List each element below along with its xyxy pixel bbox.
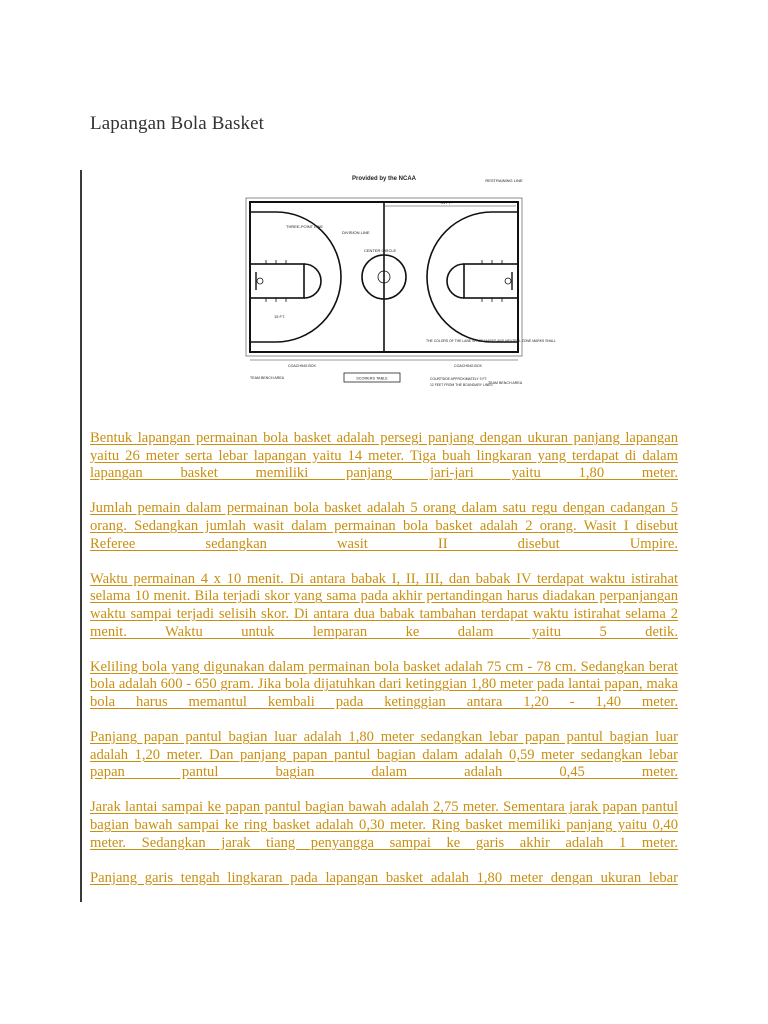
lane-color-note: THE COLORS OF THE LANE SPACE MARKS AND NEUTRAL ZONE MARKS SHALL	[426, 339, 556, 343]
paragraph-backboard-height[interactable]: Jarak lantai sampai ke papan pantul bagian bawah adalah 2,75 meter. Sementara jarak papan pantul bagian bawah sampai ke ring basket adalah 0,30 meter. Ring basket memiliki panjang yaitu 0,40 meter. Sedangkan jarak tiang penyangga sampai ke garis akhir adalah 1 meter.	[90, 799, 678, 851]
restraining-line-label: RESTRAINING LINE	[485, 178, 523, 183]
coaching-box-right: COACHING BOX	[454, 364, 482, 368]
diagram-heading: Provided by the NCAA	[351, 176, 417, 182]
paragraph-ball-specs[interactable]: Keliling bola yang digunakan dalam permainan bola basket adalah 75 cm - 78 cm. Sedangkan berat bola adalah 600 - 650 gram. Jika bola dijatuhkan dari ketinggian 1,80 meter pada lantai papan, maka bola harus memantul kembali pada ketinggian antara 1,20 - 1,40 meter.	[90, 658, 678, 710]
left-three-point-line	[250, 212, 341, 342]
boundary-note: 12 FEET FROM THE BOUNDARY LINES	[430, 383, 493, 387]
right-three-point-line	[427, 212, 518, 342]
paragraph-game-time[interactable]: Waktu permainan 4 x 10 menit. Di antara babak I, II, III, dan babak IV terdapat waktu istirahat selama 10 menit. Bila terjadi skor yang sama pada akhir pertandingan harus diadakan perpanjangan waktu sampai terjadi selisih skor. Di antara dua babak tambahan terdapat waktu istirahat selama 2 menit. Waktu untuk lemparan ke dalam yaitu 5 detik.	[90, 570, 678, 640]
article-body	[90, 430, 678, 905]
paragraph-court-shape[interactable]: Bentuk lapangan permainan bola basket adalah persegi panjang dengan ukuran panjang lapangan yaitu 26 meter serta lebar lapangan yaitu 14 meter. Tiga buah lingkaran yang terdapat di dalam lapangan basket memiliki panjang jari-jari yaitu 1,80 meter.	[90, 430, 678, 482]
team-bench-left: TEAM BENCH AREA	[250, 376, 285, 380]
coaching-box-note: COURTSIDE APPROXIMATELY 3 FT.	[430, 377, 488, 381]
right-free-throw-lane	[464, 264, 518, 298]
scorers-table-label: SCORERS TABLE	[356, 376, 388, 381]
left-free-throw-lane	[250, 264, 304, 298]
paragraph-circle-line[interactable]: Panjang garis tengah lingkaran pada lapangan basket adalah 1,80 meter dengan ukuran lebar	[90, 869, 678, 886]
paragraph-backboard-size[interactable]: Panjang papan pantul bagian luar adalah 1,80 meter sedangkan lebar papan pantul bagian luar adalah 1,20 meter. Dan panjang papan pantul bagian dalam adalah 0,59 meter sedangkan lebar papan pantul bagian dalam adalah 0,45 meter.	[90, 729, 678, 781]
free-throw-label: 15 FT.	[274, 314, 286, 319]
team-bench-right: TEAM BENCH AREA	[488, 381, 523, 385]
coaching-box-left: COACHING BOX	[288, 364, 316, 368]
court-diagram-svg	[236, 168, 556, 394]
left-border-line	[80, 170, 82, 902]
division-line-label: DIVISION LINE	[342, 230, 370, 235]
page-title: Lapangan Bola Basket	[90, 113, 265, 134]
paragraph-players-referees[interactable]: Jumlah pemain dalam permainan bola basket adalah 5 orang dalam satu regu dengan cadangan 5 orang. Sedangkan jumlah wasit dalam permainan bola basket adalah 2 orang. Wasit I disebut Referee sedangkan wasit II disebut Umpire.	[90, 500, 678, 552]
three-point-line-label: THREE-POINT LINE	[286, 224, 324, 229]
court-diagram	[236, 168, 556, 394]
center-circle-label: CENTER CIRCLE	[364, 248, 397, 253]
court-length-label: 94 FT.	[440, 200, 452, 205]
